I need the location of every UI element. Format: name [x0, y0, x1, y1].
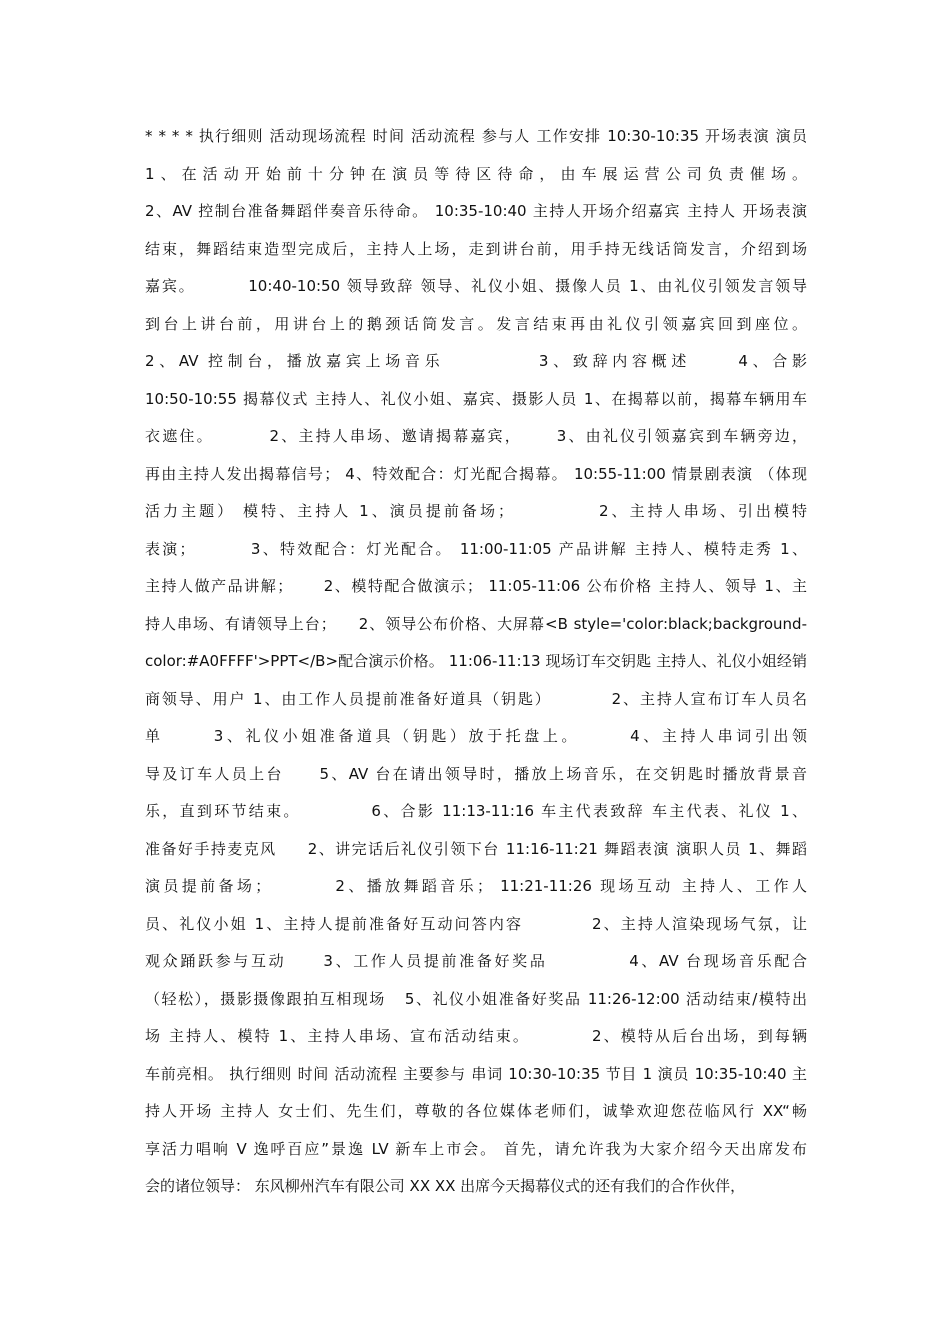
text-line: 观众踊跃参与互动 3、工作人员提前准备好奖品 4、AV 台现场音乐配合 [145, 952, 807, 970]
text-line: 主持人做产品讲解； 2、模特配合做演示； 11:05-11:06 公布价格 主持人、领导 1、主 [145, 577, 807, 595]
text-line: （轻松），摄影摄像跟拍互相现场 5、礼仪小姐准备好奖品 11:26-12:00 活动结束/模特出 [145, 989, 807, 1008]
text-line: 员、礼仪小姐 1、主持人提前准备好互动问答内容 2、主持人渲染现场气氛，让 [145, 914, 807, 933]
text-line: 场 主持人、模特 1、主持人串场、宣布活动结束。 2、模特从后台出场，到每辆 [145, 1027, 807, 1045]
text-line: color:#A0FFFF'>PPT</B>配合演示价格。 11:06-11:13 现场订车交钥匙 主持人、礼仪小姐经销 [145, 652, 807, 670]
text-line: 乐，直到环节结束。 6、合影 11:13-11:16 车主代表致辞 车主代表、礼仪 1、 [145, 802, 807, 820]
text-line: 持人串场、有请领导上台； 2、领导公布价格、大屏幕<B style='color:black;background- [145, 614, 807, 633]
text-line: 2、AV 控制台准备舞蹈伴奏音乐待命。 10:35-10:40 主持人开场介绍嘉宾 主持人 开场表演 [145, 202, 807, 220]
text-line: 表演； 3、特效配合：灯光配合。 11:00-11:05 产品讲解 主持人、模特走秀 1、 [145, 539, 807, 558]
text-line: 嘉宾。 10:40-10:50 领导致辞 领导、礼仪小姐、摄像人员 1、由礼仪引领发言领导 [145, 277, 807, 295]
text-line: 准备好手持麦克风 2、讲完话后礼仪引领下台 11:16-11:21 舞蹈表演 演职人员 1、舞蹈 [145, 839, 807, 858]
document-body [145, 118, 807, 1206]
text-line: 结束，舞蹈结束造型完成后，主持人上场，走到讲台前，用手持无线话筒发言，介绍到场 [145, 239, 807, 258]
text-line: 活力主题） 模特、主持人 1、演员提前备场； 2、主持人串场、引出模特 [145, 502, 807, 520]
text-line: 会的诸位领导： 东风柳州汽车有限公司 XX XX 出席今天揭幕仪式的还有我们的合作伙伴， [145, 1177, 746, 1195]
text-line: 10:50-10:55 揭幕仪式 主持人、礼仪小姐、嘉宾、摄影人员 1、在揭幕以前，揭幕车辆用车 [145, 389, 807, 408]
text-line: 到台上讲台前，用讲台上的鹅颈话筒发言。发言结束再由礼仪引领嘉宾回到座位。 [145, 314, 807, 333]
text-line: * * * * 执行细则 活动现场流程 时间 活动流程 参与人 工作安排 10:30-10:35 开场表演 演员 [145, 127, 807, 145]
text-line: 商领导、用户 1、由工作人员提前准备好道具（钥匙） 2、主持人宣布订车人员名 [145, 689, 807, 708]
text-line: 车前亮相。 执行细则 时间 活动流程 主要参与 串词 10:30-10:35 节目 1 演员 10:35-10:40 主 [145, 1064, 807, 1083]
text-line: 享活力唱响 V 逸呼百应”景逸 LV 新车上市会。 首先，请允许我为大家介绍今天出席发布 [145, 1139, 807, 1158]
text-line: 导及订车人员上台 5、AV 台在请出领导时，播放上场音乐，在交钥匙时播放背景音 [145, 764, 807, 783]
text-line: 衣遮住。 2、主持人串场、邀请揭幕嘉宾， 3、由礼仪引领嘉宾到车辆旁边， [145, 427, 807, 445]
text-line: 1、在活动开始前十分钟在演员等待区待命，由车展运营公司负责催场。 [145, 164, 807, 183]
text-line: 演员提前备场； 2、播放舞蹈音乐； 11:21-11:26 现场互动 主持人、工作人 [145, 877, 807, 895]
text-line: 再由主持人发出揭幕信号； 4、特效配合：灯光配合揭幕。 10:55-11:00 情景剧表演 （体现 [145, 464, 807, 483]
text-line: 2、AV 控制台，播放嘉宾上场音乐 3、致辞内容概述 4、合影 [145, 352, 807, 370]
text-line: 单 3、礼仪小姐准备道具（钥匙）放于托盘上。 4、主持人串词引出领 [145, 727, 807, 745]
text-line: 持人开场 主持人 女士们、先生们，尊敬的各位媒体老师们，诚挚欢迎您莅临风行 XX“畅 [145, 1102, 807, 1120]
